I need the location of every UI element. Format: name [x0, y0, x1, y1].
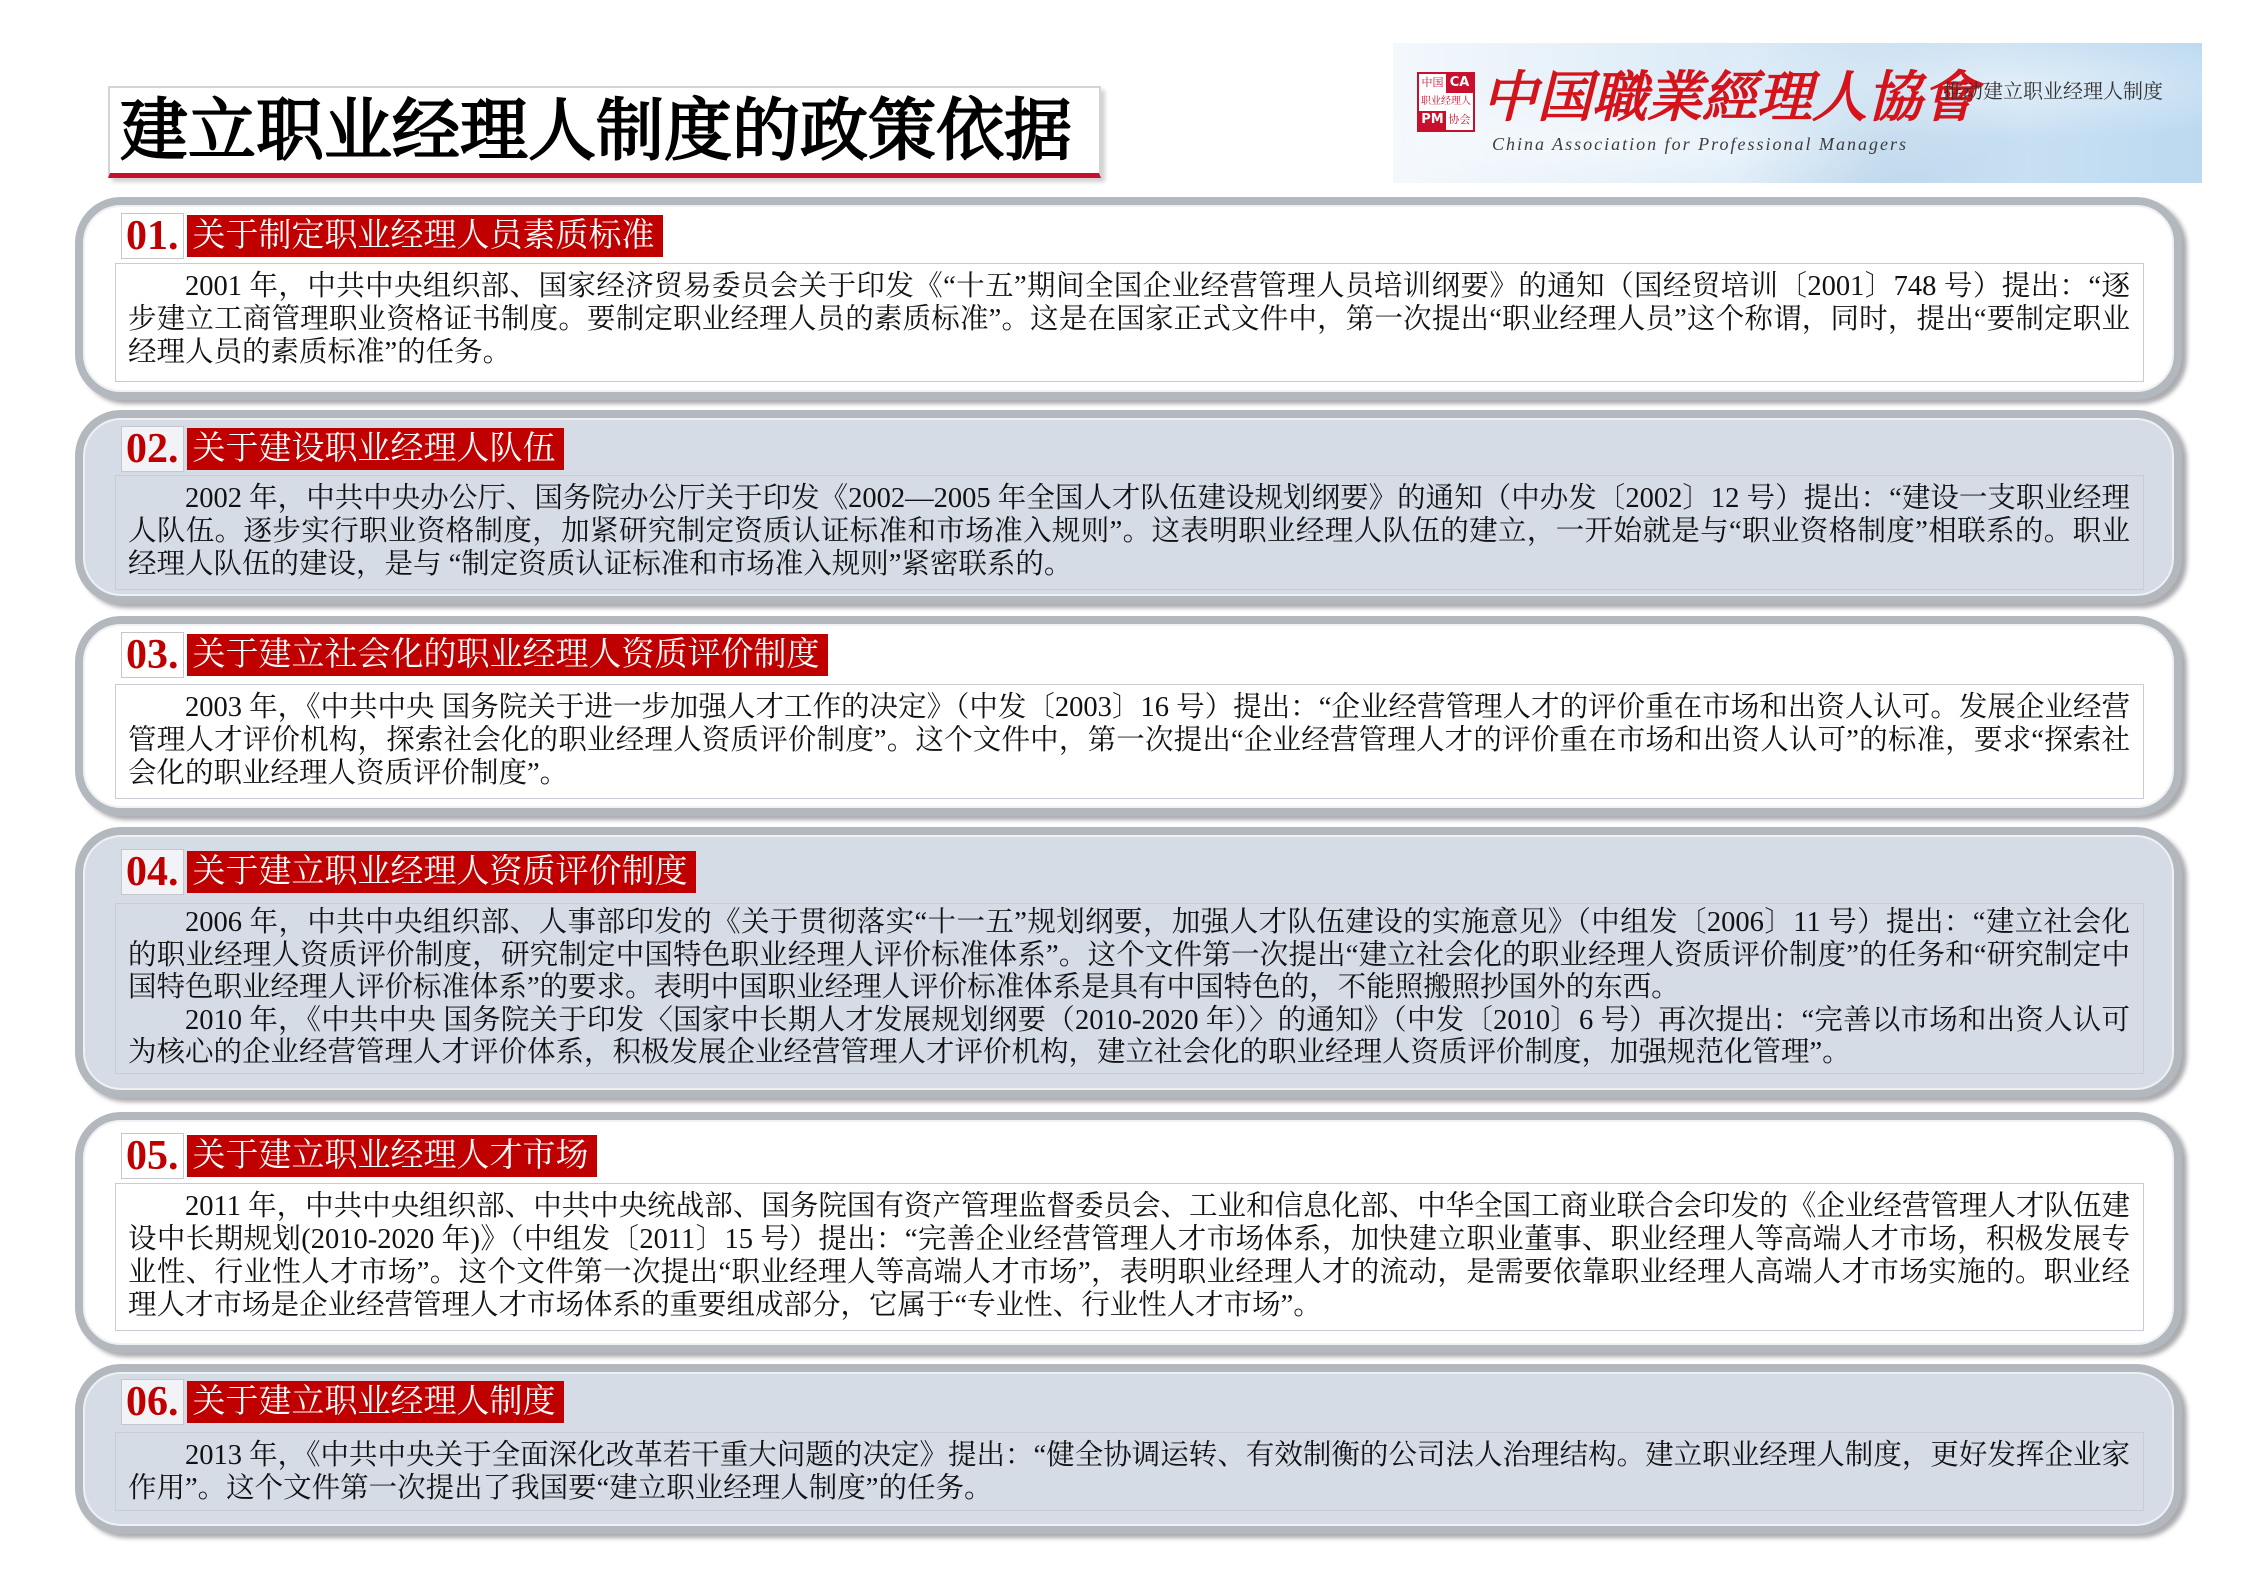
section-body	[115, 684, 2144, 799]
policy-section-06	[75, 1364, 2182, 1534]
section-body	[115, 475, 2144, 590]
page-title: 建立职业经理人制度的政策依据	[120, 93, 1073, 169]
section-number: 05.	[121, 1133, 184, 1179]
section-paragraph: 2013 年，《中共中央关于全面深化改革若干重大问题的决定》提出：“健全协调运转、有效制衡的公司法人治理结构。建立职业经理人制度，更好发挥企业家作用”。这个文件第一次提出了我国要“建立职业经理人制度”的任务。	[128, 1440, 2130, 1504]
association-name: 中国職業經理人協會	[1482, 67, 1978, 128]
emblem-text-bottom-left: PM	[1419, 111, 1446, 130]
section-heading: 关于建设职业经理人队伍	[187, 428, 564, 470]
section-heading: 关于制定职业经理人员素质标准	[187, 215, 663, 257]
section-header	[121, 632, 828, 678]
policy-section-04	[75, 827, 2182, 1098]
section-body	[115, 903, 2144, 1074]
policy-section-05	[75, 1112, 2182, 1353]
emblem-text-top-right: CA	[1446, 74, 1473, 93]
emblem-text-middle: 职业经理人	[1421, 95, 1471, 107]
section-paragraph: 2001 年，中共中央组织部、国家经济贸易委员会关于印发《“十五”期间全国企业经营管理人员培训纲要》的通知（国经贸培训〔2001〕748 号）提出：“逐步建立工商管理职业资格证书制度。要制定职业经理人员的素质标准”。这是在国家正式文件中，第一次提出“职业经理人员”这个称谓，同时，提出“要制定职业经理人员的素质标准”的任务。	[128, 271, 2130, 368]
section-number: 02.	[121, 426, 184, 472]
section-heading: 关于建立职业经理人制度	[187, 1381, 564, 1423]
section-header	[121, 426, 564, 472]
policy-section-01	[75, 197, 2182, 400]
section-number: 01.	[121, 213, 184, 259]
section-body	[115, 1183, 2144, 1331]
section-heading: 关于建立社会化的职业经理人资质评价制度	[187, 634, 828, 676]
section-paragraph: 2006 年，中共中央组织部、人事部印发的《关于贯彻落实“十一五”规划纲要，加强人才队伍建设的实施意见》（中组发〔2006〕11 号）提出：“建立社会化的职业经理人资质评价制度，研究制定中国特色职业经理人评价标准体系”。这个文件第一次提出“建立社会化的职业经理人资质评价制度”的任务和“研究制定中国特色职业经理人评价标准体系”的要求。表明中国职业经理人评价标准体系是具有中国特色的，不能照搬照抄国外的东西。	[128, 907, 2130, 1003]
emblem-text-top-left: 中国	[1421, 76, 1444, 89]
section-number: 03.	[121, 632, 184, 678]
section-number: 06.	[121, 1379, 184, 1425]
association-slogan: 推动建立职业经理人制度	[1943, 79, 2163, 103]
policy-section-02	[75, 410, 2182, 604]
section-header	[121, 1133, 597, 1179]
section-heading: 关于建立职业经理人才市场	[187, 1135, 597, 1177]
association-logo-banner	[1393, 43, 2202, 183]
association-emblem-icon	[1417, 72, 1475, 132]
section-header	[121, 849, 696, 895]
emblem-text-bottom-right: 协会	[1448, 113, 1471, 127]
policy-section-03	[75, 616, 2182, 816]
section-body	[115, 1432, 2144, 1511]
section-body	[115, 263, 2144, 382]
page-title-box	[108, 86, 1101, 178]
section-header	[121, 213, 663, 259]
section-paragraph: 2010 年，《中共中央 国务院关于印发〈国家中长期人才发展规划纲要（2010-2020 年）〉的通知》（中发〔2010〕6 号）再次提出：“完善以市场和出资人认可为核心的企业经营管理人才评价体系，积极发展企业经营管理人才评价机构，建立社会化的职业经理人资质评价制度，加强规范化管理”。	[128, 1004, 2130, 1068]
section-paragraph: 2003 年，《中共中央 国务院关于进一步加强人才工作的决定》（中发〔2003〕16 号）提出：“企业经营管理人才的评价重在市场和出资人认可。发展企业经营管理人才评价机构，探索社会化的职业经理人资质评价制度”。这个文件中，第一次提出“企业经营管理人才的评价重在市场和出资人认可”的标准，要求“探索社会化的职业经理人资质评价制度”。	[128, 692, 2130, 789]
section-heading: 关于建立职业经理人资质评价制度	[187, 851, 696, 893]
section-header	[121, 1379, 564, 1425]
section-number: 04.	[121, 849, 184, 895]
association-english-name: China Association for Professional Managers	[1492, 134, 1909, 154]
section-paragraph: 2002 年，中共中央办公厅、国务院办公厅关于印发《2002—2005 年全国人才队伍建设规划纲要》的通知（中办发〔2002〕12 号）提出：“建设一支职业经理人队伍。逐步实行职业资格制度，加紧研究制定资质认证标准和市场准入规则”。这表明职业经理人队伍的建立，一开始就是与“职业资格制度”相联系的。职业经理人队伍的建设，是与 “制定资质认证标准和市场准入规则”紧密联系的。	[128, 483, 2130, 580]
section-paragraph: 2011 年，中共中央组织部、中共中央统战部、国务院国有资产管理监督委员会、工业和信息化部、中华全国工商业联合会印发的《企业经营管理人才队伍建设中长期规划(2010-2020 年)》（中组发〔2011〕15 号）提出：“完善企业经营管理人才市场体系，加快建立职业董事、职业经理人等高端人才市场，积极发展专业性、行业性人才市场”。这个文件第一次提出“职业经理人等高端人才市场”，表明职业经理人才的流动，是需要依靠职业经理人高端人才市场实施的。职业经理人才市场是企业经营管理人才市场体系的重要组成部分，它属于“专业性、行业性人才市场”。	[128, 1191, 2130, 1321]
